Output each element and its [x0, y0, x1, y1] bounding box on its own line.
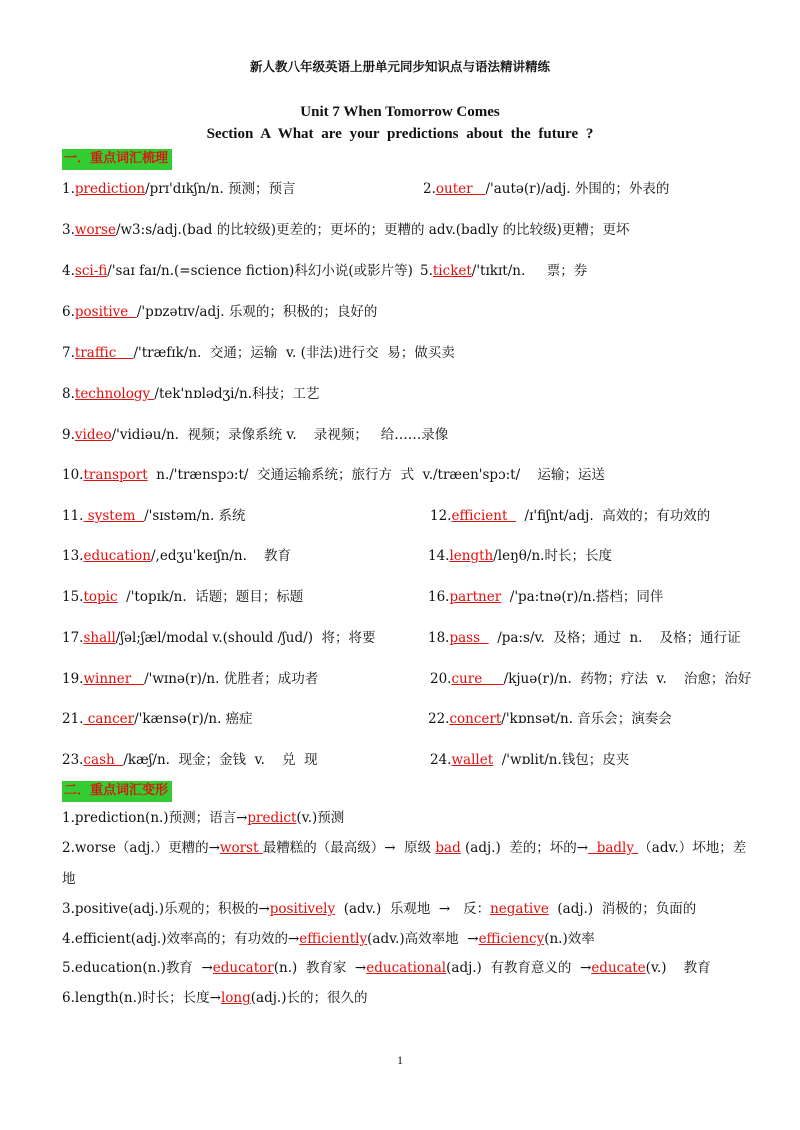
form-item-4: 4.efficient(adj.)效率高的；有功效的→efficiently(adv.)高效率地 →efficiency(n.)效率 — [62, 931, 595, 947]
vocab-item-9: 9.video/'vidiəu/n. 视频；录像系统 v. 录视频； 给……录像 — [62, 427, 449, 443]
vocab-item-1: 1.prediction/prɪ'dɪkʃn/n. 预测；预言 — [62, 181, 296, 197]
form-item-3: 3.positive(adj.)乐观的；积极的→positively (adv.) 乐观地 → 反：negative (adj.) 消极的；负面的 — [62, 901, 697, 917]
vocab-heading: 一．重点词汇梳理 — [62, 149, 172, 170]
forms-heading: 二．重点词汇变形 — [62, 781, 172, 802]
vocab-item-6: 6.positive /'pɒzətɪv/adj. 乐观的；积极的；良好的 — [62, 304, 378, 320]
vocab-item-18: 18.pass /pa:s/v. 及格；通过 n. 及格；通行证 — [428, 630, 741, 646]
vocab-item-17: 17.shall/ʃəl;ʃæl/modal v.(should /ʃud/) 将；将要 — [62, 630, 376, 646]
vocab-item-11: 11. system /'sɪstəm/n. 系统 — [62, 508, 246, 524]
vocab-item-10: 10.transport n./'trænspɔ:t/ 交通运输系统；旅行方 式 v./træen'spɔ:t/ 运输；运送 — [62, 467, 605, 483]
form-item-2: 2.worse（adj.）更糟的→worst 最糟糕的（最高级）→ 原级 bad (adj.) 差的；坏的→ badly （adv.）坏地；差 — [62, 840, 747, 856]
vocab-item-21: 21. cancer/'kænsə(r)/n. 癌症 — [62, 711, 253, 727]
vocab-item-20: 20.cure /kjuə(r)/n. 药物；疗法 v. 治愈；治好 — [430, 671, 752, 687]
document-title: 新人教八年级英语上册单元同步知识点与语法精讲精练 — [249, 59, 550, 74]
vocab-item-19: 19.winner /'wɪnə(r)/n. 优胜者；成功者 — [62, 671, 319, 687]
vocab-item-23: 23.cash /kæʃ/n. 现金；金钱 v. 兑 现 — [62, 752, 318, 768]
vocab-item-16: 16.partner /'pa:tnə(r)/n.搭档；同伴 — [428, 589, 664, 605]
vocab-item-8: 8.technology /tek'nɒlədʒi/n.科技；工艺 — [62, 386, 320, 402]
vocab-item-4: 4.sci-fi/'saɪ faɪ/n.(=science fiction)科幻小说(或影片等) — [62, 263, 413, 279]
unit-title: Unit 7 When Tomorrow Comes — [300, 104, 500, 120]
form-item-6: 6.length(n.)时长；长度→long(adj.)长的；很久的 — [62, 990, 368, 1006]
section-title: Section A What are your predictions about the future ? — [206, 126, 594, 142]
vocab-item-13: 13.education/,edʒu'keɪʃn/n. 教育 — [62, 548, 292, 564]
form-item-1: 1.prediction(n.)预测；语言→predict(v.)预测 — [62, 810, 345, 826]
page-number: 1 — [397, 1053, 403, 1067]
vocab-item-14: 14.length/leŋθ/n.时长；长度 — [428, 548, 612, 564]
form-item-2-cont: 地 — [62, 871, 76, 887]
vocab-item-3: 3.worse/w3:s/adj.(bad 的比较级)更差的；更坏的；更糟的 adv.(badly 的比较级)更糟；更坏 — [62, 222, 630, 238]
form-item-5: 5.education(n.)教育 →educator(n.) 教育家 →educational(adj.) 有教育意义的 →educate(v.) 教育 — [62, 960, 711, 976]
vocab-item-7: 7.traffic /'træfɪk/n. 交通；运输 v. (非法)进行交 易；做买卖 — [62, 345, 455, 361]
vocab-item-22: 22.concert/'kɒnsət/n. 音乐会；演奏会 — [428, 711, 672, 727]
vocab-item-2: 2.outer /'autə(r)/adj. 外围的；外表的 — [423, 181, 670, 197]
vocab-item-12: 12.efficient /ɪ'fiʃnt/adj. 高效的；有功效的 — [430, 508, 711, 524]
vocab-item-24: 24.wallet /'wɒlit/n.钱包；皮夹 — [430, 752, 630, 768]
vocab-item-5: 5.ticket/'tɪkɪt/n. 票；券 — [420, 263, 588, 279]
vocab-item-15: 15.topic /'topɪk/n. 话题；题目；标题 — [62, 589, 304, 605]
